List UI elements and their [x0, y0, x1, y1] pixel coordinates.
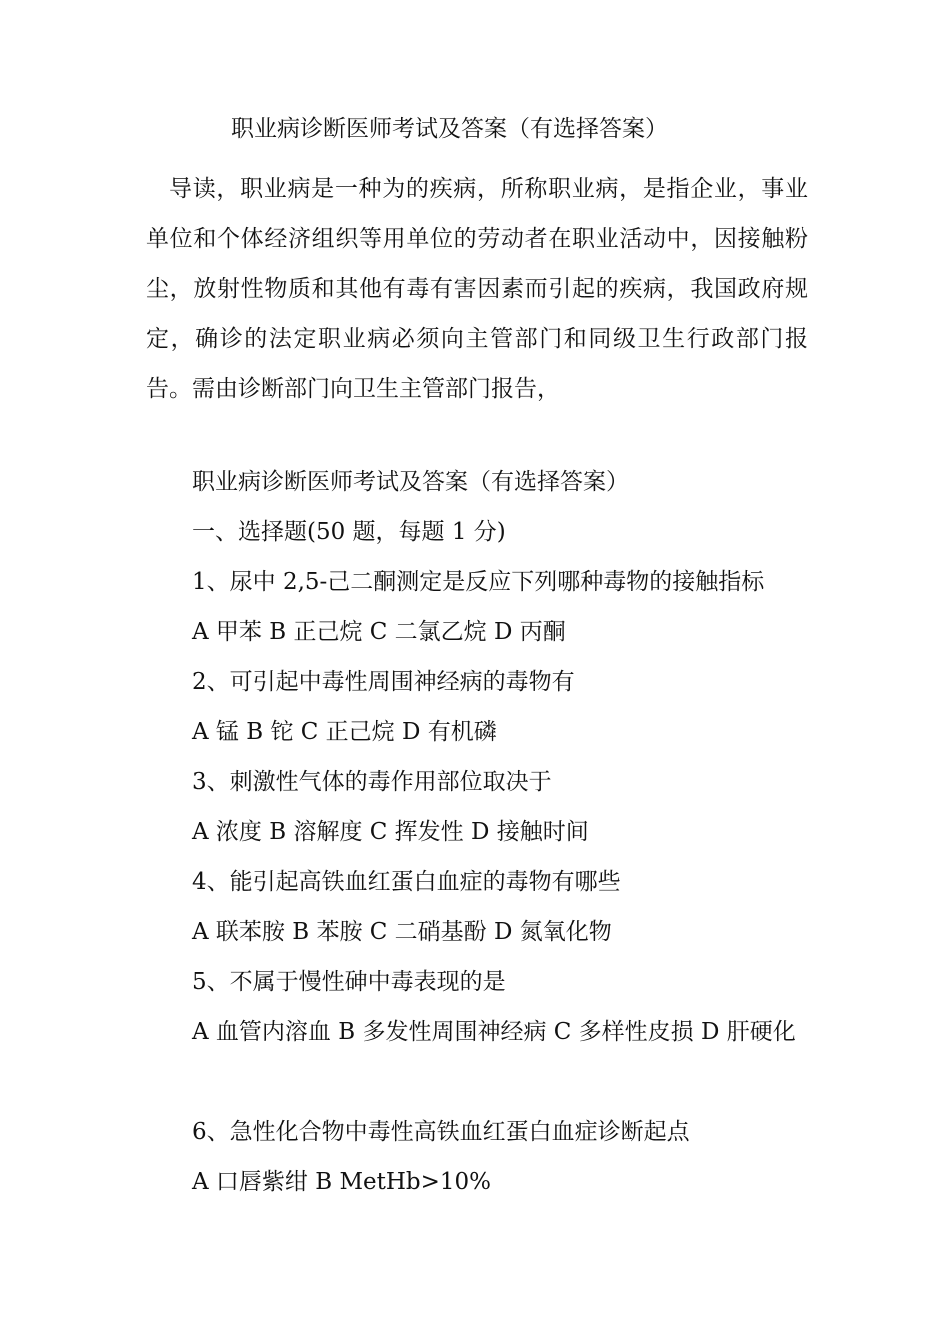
question-5-options: A 血管内溶血 B 多发性周围神经病 C 多样性皮损 D 肝硬化	[192, 1019, 796, 1045]
question-3: 3、刺激性气体的毒作用部位取决于	[192, 769, 552, 795]
section-heading: 一、选择题(50 题，每题 1 分)	[192, 519, 506, 545]
question-1-options: A 甲苯 B 正己烷 C 二氯乙烷 D 丙酮	[192, 619, 566, 645]
subtitle: 职业病诊断医师考试及答案（有选择答案）	[192, 469, 629, 495]
question-2-options: A 锰 B 铊 C 正己烷 D 有机磷	[192, 719, 497, 745]
question-4: 4、能引起高铁血红蛋白血症的毒物有哪些	[192, 869, 621, 895]
question-1: 1、尿中 2,5-己二酮测定是反应下列哪种毒物的接触指标	[192, 569, 765, 595]
question-6-options: A 口唇紫绀 B MetHb>10%	[192, 1169, 492, 1195]
question-4-options: A 联苯胺 B 苯胺 C 二硝基酚 D 氮氧化物	[192, 919, 612, 945]
question-5: 5、不属于慢性砷中毒表现的是	[192, 969, 506, 995]
intro-paragraph: 导读，职业病是一种为的疾病，所称职业病，是指企业，事业单位和个体经济组织等用单位的劳动者在职业活动中，因接触粉尘，放射性物质和其他有毒有害因素而引起的疾病，我国政府规定，确诊的法定职业病必须向主管部门和同级卫生行政部门报告。需由诊断部门向卫生主管部门报告，	[146, 176, 808, 402]
page-title: 职业病诊断医师考试及答案（有选择答案）	[231, 116, 668, 142]
question-2: 2、可引起中毒性周围神经病的毒物有	[192, 669, 575, 695]
question-6: 6、急性化合物中毒性高铁血红蛋白血症诊断起点	[192, 1119, 690, 1145]
question-3-options: A 浓度 B 溶解度 C 挥发性 D 接触时间	[192, 819, 589, 845]
